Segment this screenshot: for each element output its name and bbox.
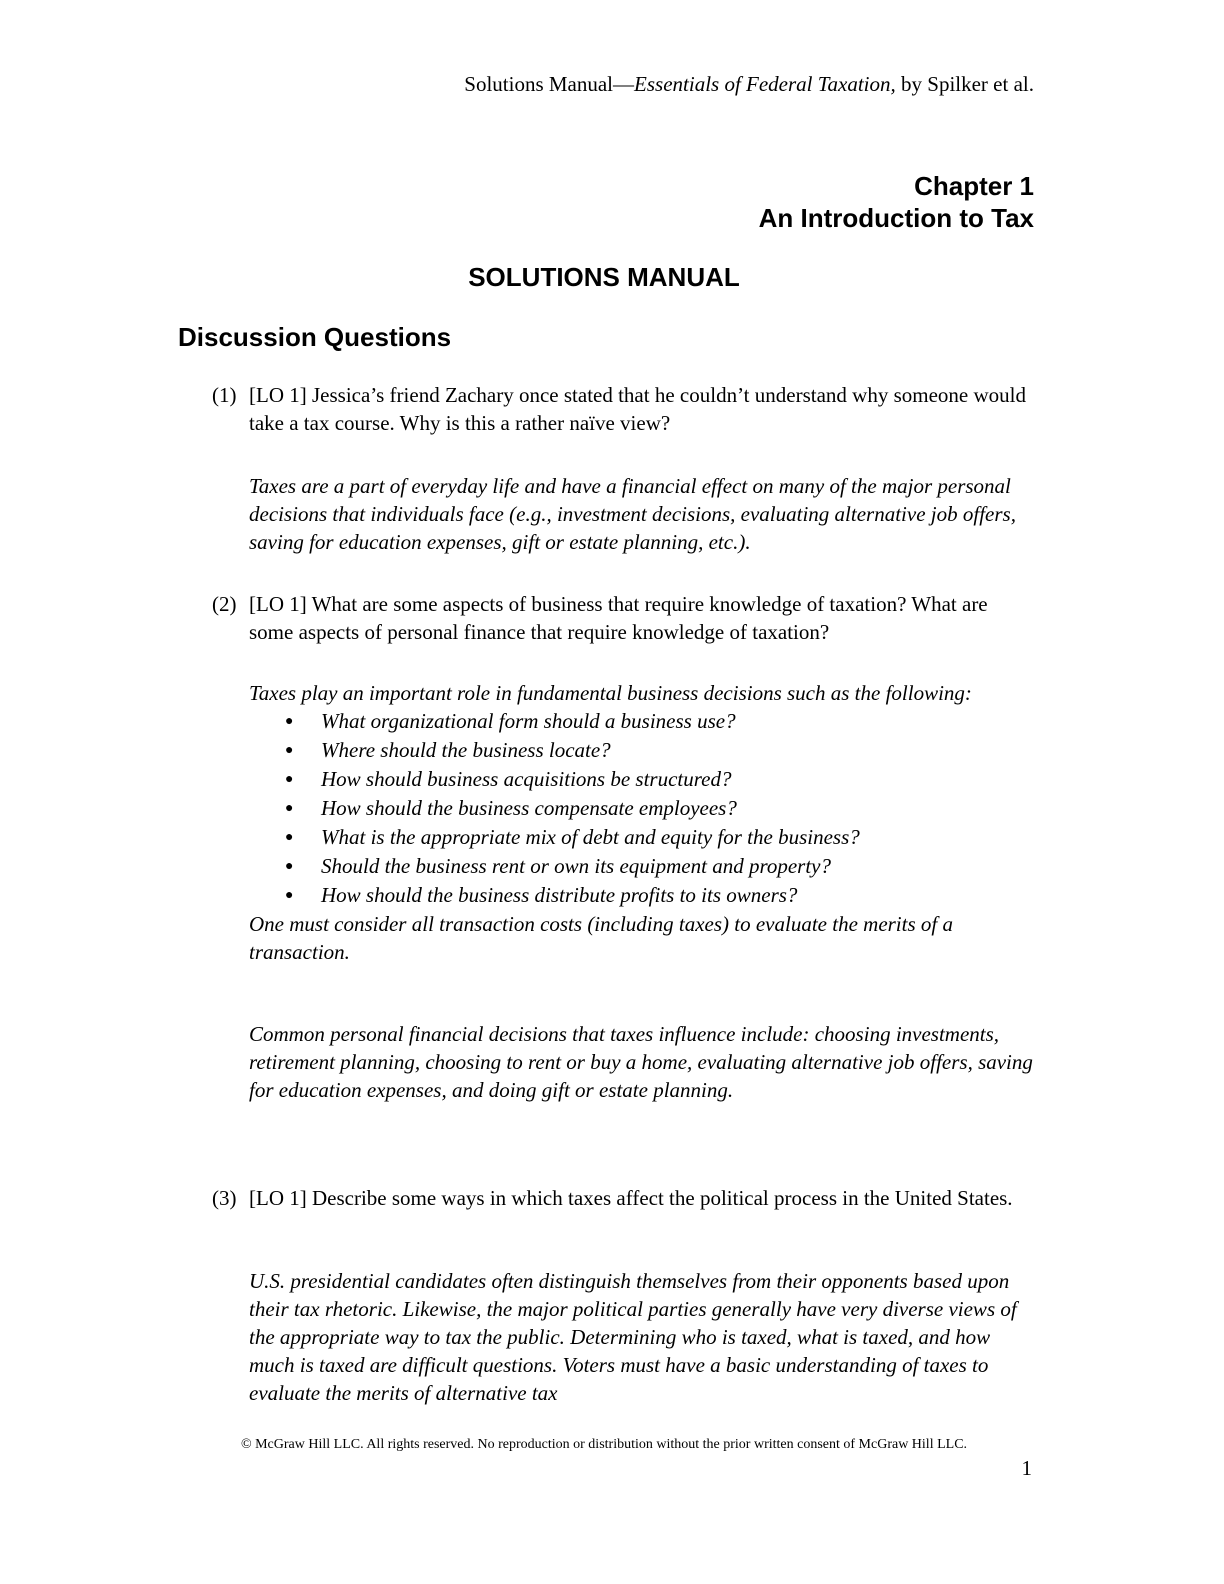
list-item: ● Should the business rent or own its equipment and property?	[249, 852, 1039, 881]
list-item: ● How should business acquisitions be structured?	[249, 765, 1039, 794]
answer-text: U.S. presidential candidates often distinguish themselves from their opponents based upon their tax rhetoric. Likewise, the major political parties generally have very diverse views of the appropriate way to tax the public. Determining who is taxed, what is taxed, and how much is taxed are difficult questions. Voters must have a basic understanding of taxes to evaluate the merits of alternative tax	[249, 1269, 1017, 1405]
answer-3	[249, 1267, 1039, 1407]
answer-text: Taxes are a part of everyday life and have a financial effect on many of the major personal decisions that individuals face (e.g., investment decisions, evaluating alternative job offers, saving for education expenses, gift or estate planning, etc.).	[249, 474, 1016, 554]
chapter-heading	[759, 170, 1034, 234]
answer-conclusion: One must consider all transaction costs (including taxes) to evaluate the merits of a transaction.	[249, 912, 953, 964]
running-header	[464, 72, 1034, 97]
header-book-title: Essentials of Federal Taxation,	[634, 72, 896, 96]
question-3	[212, 1184, 1032, 1212]
list-item: ● Where should the business locate?	[249, 736, 1039, 765]
bullet-icon: ●	[285, 743, 294, 758]
question-number: (3)	[212, 1186, 237, 1210]
chapter-number: Chapter 1	[914, 171, 1034, 201]
question-text: [LO 1] What are some aspects of business that require knowledge of taxation? What are some aspects of personal finance that require knowledge of taxation?	[249, 592, 988, 644]
page-number: 1	[1021, 1456, 1032, 1480]
answer-intro: Taxes play an important role in fundamental business decisions such as the following:	[249, 681, 972, 705]
answer-2	[249, 679, 1039, 966]
answer-1	[249, 472, 1039, 556]
copyright-footer: © McGraw Hill LLC. All rights reserved. No reproduction or distribution without the prior written consent of McGraw Hill LLC.	[240, 1437, 968, 1452]
bullet-icon: ●	[285, 830, 294, 845]
header-suffix: by Spilker et al.	[895, 72, 1034, 96]
chapter-title: An Introduction to Tax	[758, 203, 1034, 233]
question-1	[212, 381, 1032, 437]
question-text: [LO 1] Describe some ways in which taxes affect the political process in the United States.	[249, 1186, 1013, 1210]
bullet-icon: ●	[285, 714, 294, 729]
header-prefix: Solutions Manual—	[464, 72, 635, 96]
answer-2-personal	[249, 1020, 1039, 1104]
document-title: SOLUTIONS MANUAL	[468, 262, 740, 292]
question-number: (2)	[212, 592, 237, 616]
question-2	[212, 590, 1032, 646]
bullet-icon: ●	[285, 888, 294, 903]
list-item: ● What is the appropriate mix of debt and equity for the business?	[249, 823, 1039, 852]
list-item: ● How should the business distribute profits to its owners?	[249, 881, 1039, 910]
answer-personal: Common personal financial decisions that taxes influence include: choosing investments, retirement planning, choosing to rent or buy a home, evaluating alternative job offers, saving for education expenses, and doing gift or estate planning.	[249, 1022, 1033, 1102]
bullet-icon: ●	[285, 859, 294, 874]
bullet-icon: ●	[285, 801, 294, 816]
section-heading: Discussion Questions	[178, 322, 452, 352]
bullet-icon: ●	[285, 772, 294, 787]
list-item: ● What organizational form should a business use?	[249, 707, 1039, 736]
bullet-list	[249, 707, 1039, 910]
question-number: (1)	[212, 383, 237, 407]
question-text: [LO 1] Jessica’s friend Zachary once stated that he couldn’t understand why someone would take a tax course. Why is this a rather naïve view?	[249, 383, 1026, 435]
list-item: ● How should the business compensate employees?	[249, 794, 1039, 823]
